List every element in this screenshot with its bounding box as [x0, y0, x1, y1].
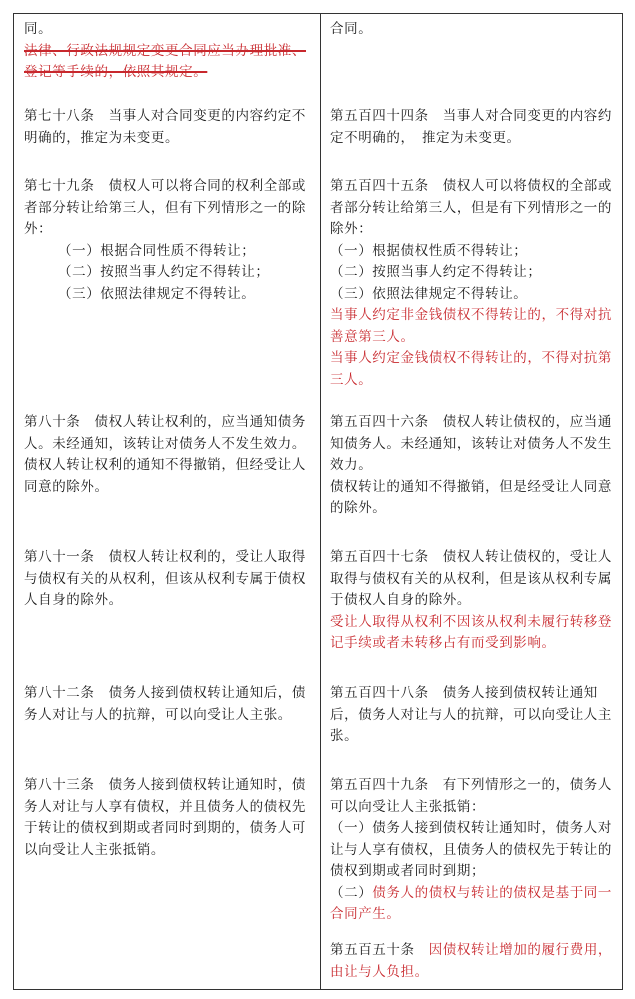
right-article-547: 第五百四十七条 债权人转让债权的，受让人取得与债权有关的从权利，但是该从权利专属于债权人自身的除外。 受让人取得从权利不因该从权利未履行转移登记手续或者未转移占有而受到影响。	[330, 547, 618, 655]
list-item: （二）债务人的债权与转让的债权是基于同一合同产生。	[330, 884, 613, 922]
right-article-545: 第五百四十五条 债权人可以将债权的全部或者部分转让给第三人，但是有下列情形之一的除外： （一）根据债权性质不得转让； （二）按照当事人约定不得转让； （三）依照法律规定不得转让。 当事人约定非金钱债权不得转让的，不得对抗善意第三人。 当事人约定金钱债权不得转让的，不得对抗第三人。	[330, 176, 618, 391]
list-item: （一）根据债权性质不得转让；	[330, 242, 528, 259]
comparison-table	[13, 13, 623, 990]
column-divider	[320, 14, 321, 989]
right-article-544: 第五百四十四条 当事人对合同变更的内容约定不明确的， 推定为未变更。	[330, 108, 612, 146]
added-clause: 当事人约定非金钱债权不得转让的，不得对抗善意第三人。	[330, 307, 612, 345]
right-article-548: 第五百四十八条 债务人接到债权转让通知后，债务人对让与人的抗辩，可以向受让人主张。	[330, 685, 612, 744]
right-article-546: 第五百四十六条 债权人转让债权的，应当通知债务人。未经通知，该转让对债务人不发生效力。 债权转让的通知不得撤销，但是经受让人同意的除外。	[330, 414, 612, 516]
left-article-81: 第八十一条 债权人转让权利的，受让人取得与债权有关的从权利，但该从权利专属于债权人自身的除外。	[24, 549, 306, 608]
left-article-79: 第七十九条 债权人可以将合同的权利全部或者部分转让给第三人，但有下列情形之一的除外： （一）根据合同性质不得转让； （二）按照当事人约定不得转让； （三）依照法律规定不得转让。	[24, 176, 312, 305]
left-article-82: 第八十二条 债务人接到债权转让通知后，债务人对让与人的抗辩，可以向受让人主张。	[24, 685, 306, 723]
right-article-549: 第五百四十九条 有下列情形之一的，债务人可以向受让人主张抵销： （一）债务人接到债权转让通知时，债务人对让与人享有债权，且债务人的债权先于转让的债权到期或者同时到期； （二）债务人的债权与转让的债权是基于同一合同产生。	[330, 775, 618, 926]
added-clause: 债务人的债权与转让的债权是基于同一合同产生。	[330, 884, 613, 922]
list-item: （一）根据合同性质不得转让；	[58, 242, 256, 259]
added-clause: 因债权转让增加的履行费用，由让与人负担。	[330, 942, 613, 980]
left-top-fragment: 同。 法律、行政法规规定变更合同应当办理批准、登记等手续的，依照其规定。	[24, 19, 312, 84]
right-article-550: 第五百五十条 因债权转让增加的履行费用，由让与人负担。	[330, 942, 613, 980]
list-item: （一）债务人接到债权转让通知时，债务人对让与人享有债权，且债务人的债权先于转让的债权到期或者同时到期；	[330, 820, 612, 879]
list-item: （二）按照当事人约定不得转让；	[58, 264, 270, 280]
added-clause: 当事人约定金钱债权不得转让的，不得对抗第三人。	[330, 350, 612, 388]
list-item: （三）依照法律规定不得转让。	[58, 285, 256, 302]
left-article-83: 第八十三条 债务人接到债权转让通知时，债务人对让与人享有债权，并且债务人的债权先于转让的债权到期或者同时到期的，债务人可以向受让人主张抵销。	[24, 777, 306, 858]
added-clause: 受让人取得从权利不因该从权利未履行转移登记手续或者未转移占有而受到影响。	[330, 613, 612, 651]
list-item: （三）依照法律规定不得转让。	[330, 285, 528, 302]
list-item: （二）按照当事人约定不得转让；	[330, 264, 542, 280]
left-article-80: 第八十条 债权人转让权利的，应当通知债务人。未经通知，该转让对债务人不发生效力。 债权人转让权利的通知不得撤销，但经受让人同意的除外。	[24, 414, 306, 495]
deleted-clause: 法律、行政法规规定变更合同应当办理批准、登记等手续的，依照其规定。	[24, 42, 306, 80]
right-top-fragment: 合同。	[330, 21, 373, 37]
left-article-78: 第七十八条 当事人对合同变更的内容约定不明确的，推定为未变更。	[24, 108, 306, 146]
